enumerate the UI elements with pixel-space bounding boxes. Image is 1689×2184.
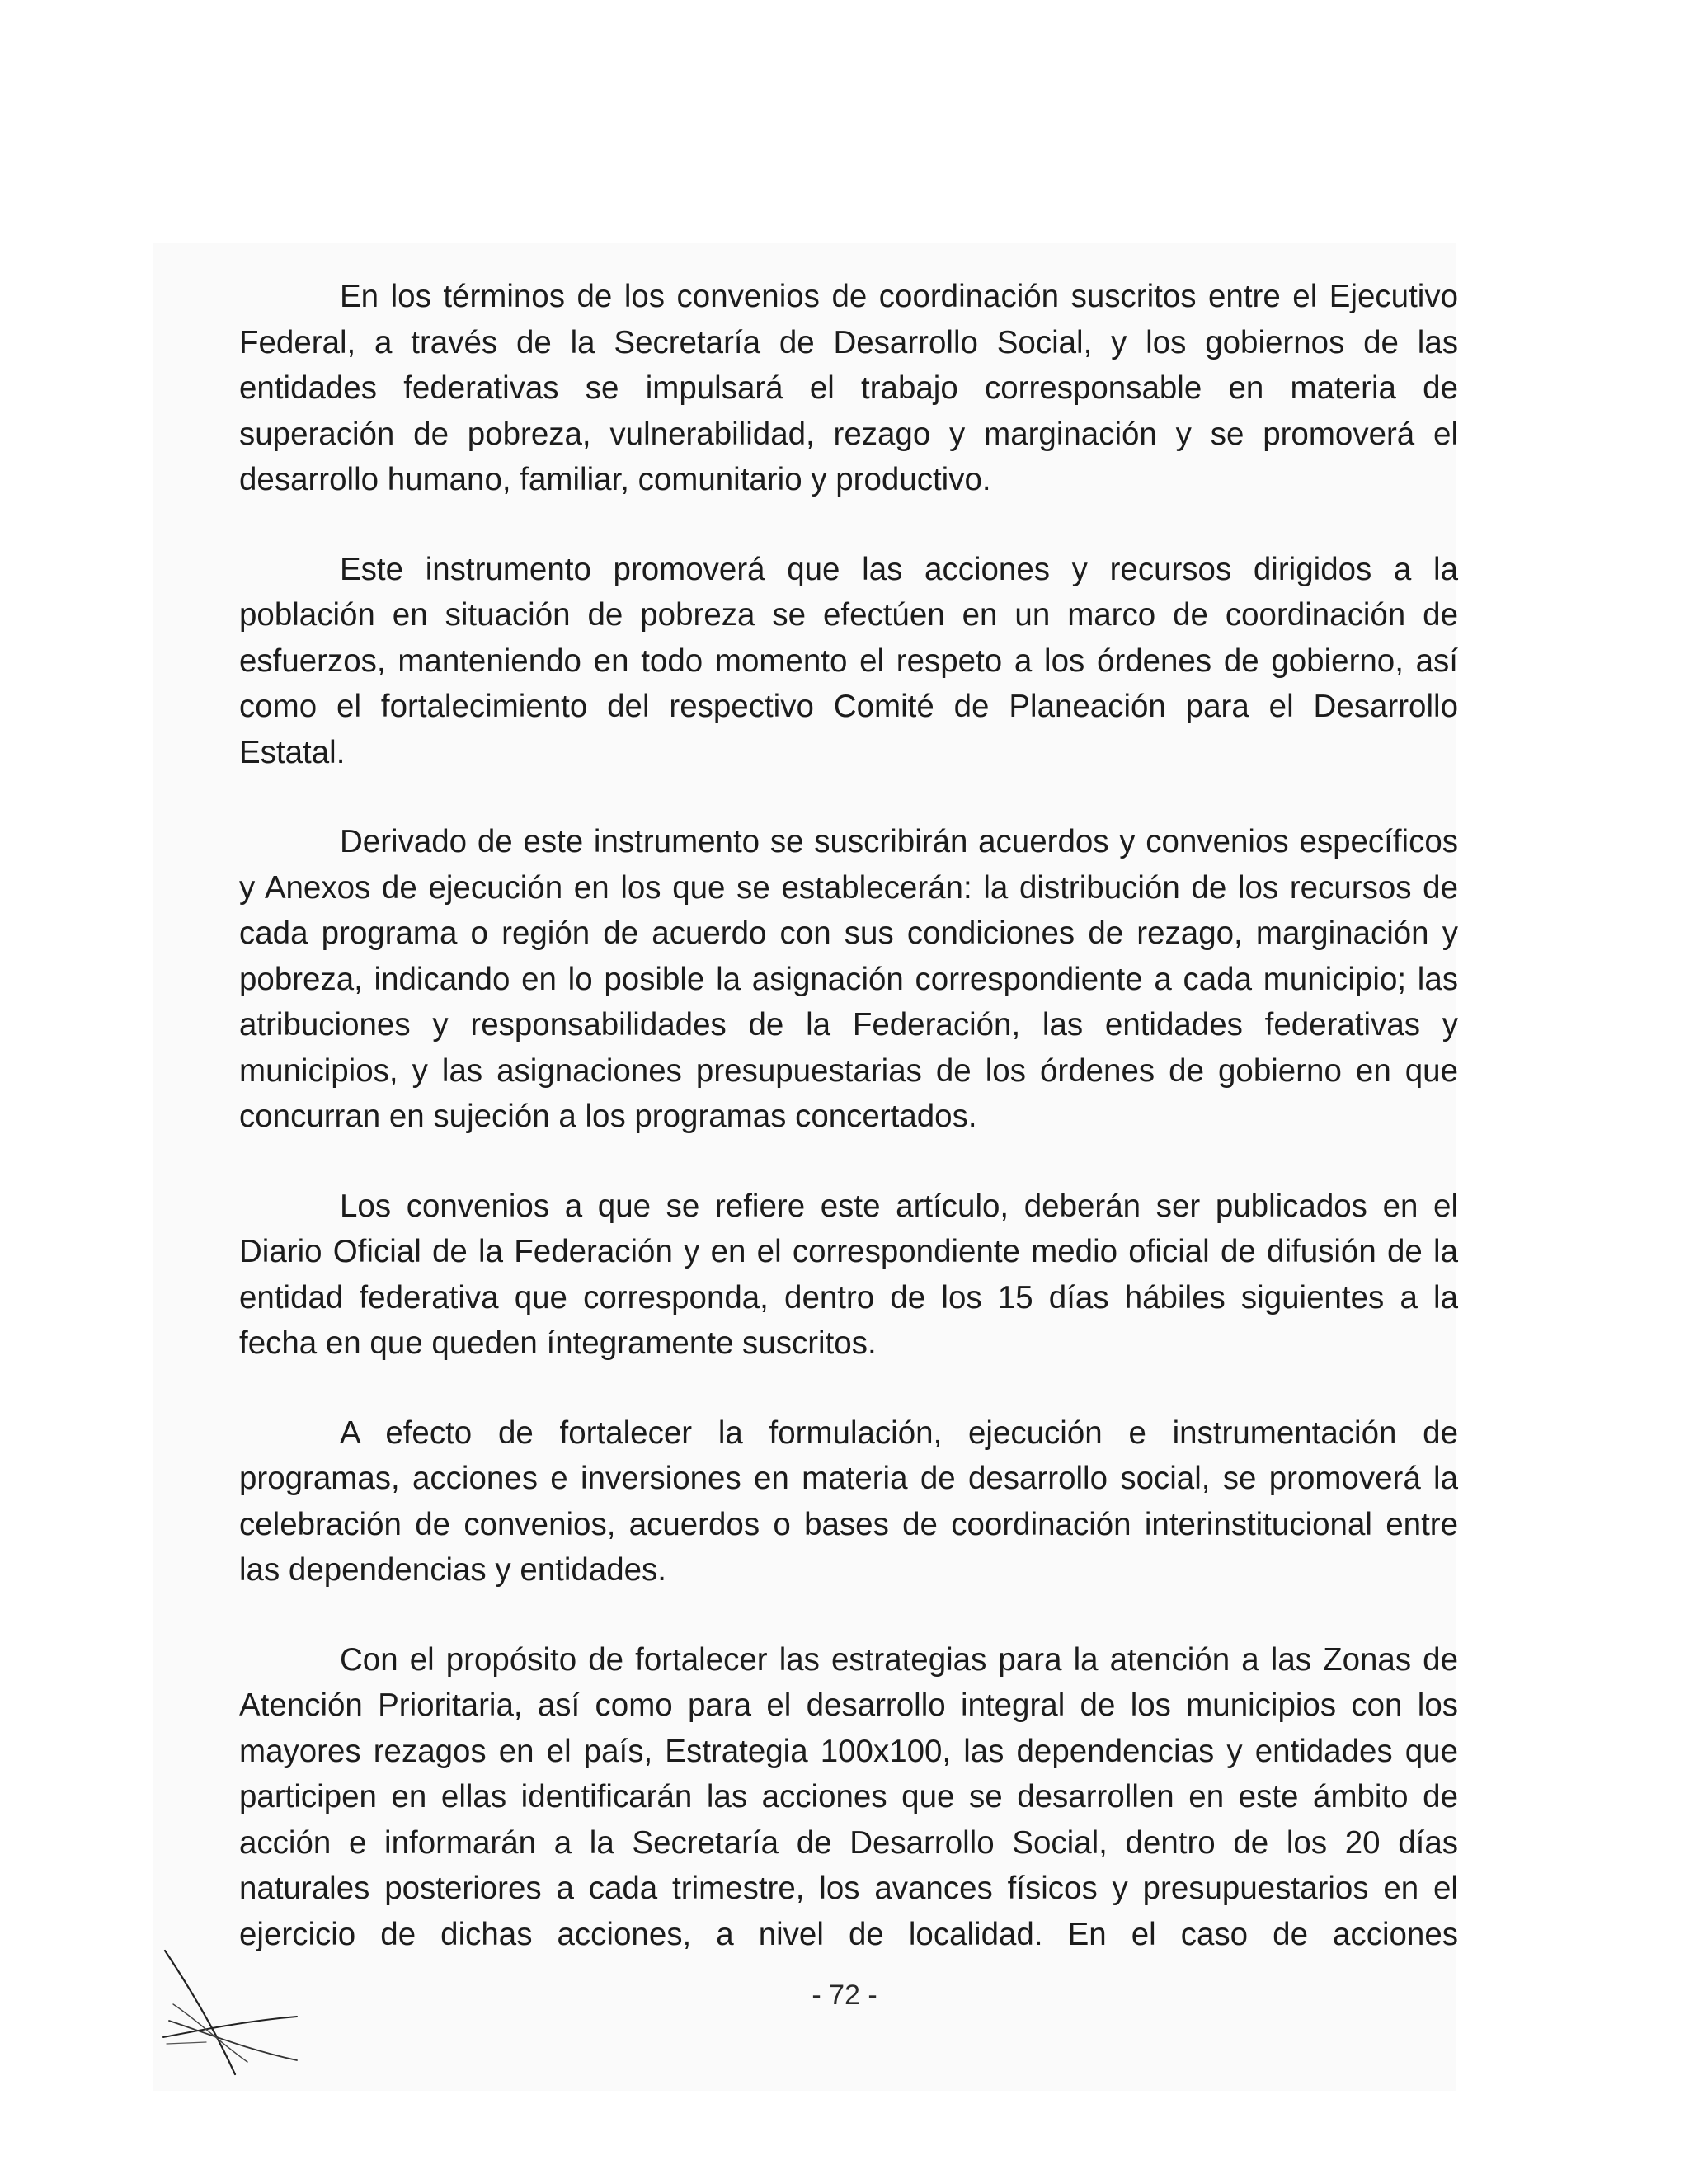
page-number: - 72 - — [812, 1979, 877, 2011]
paragraph-2: Este instrumento promoverá que las acciones y recursos dirigidos a la población en situación de pobreza se efectúen en un marco de coordinación de esfuerzos, manteniendo en todo momento el respeto a los órdenes de gobierno, así como el fortalecimiento del respectivo Comité de Planeación para el Desarrollo Estatal. — [239, 551, 1458, 770]
paragraph-6: Con el propósito de fortalecer las estrategias para la atención a las Zonas de Atención Prioritaria, así como para el desarrollo integral de los municipios con los mayores rezagos en el país, Estrategia 100x100, las dependencias y entidades que participen en ellas identificarán las acciones que se desarrollen en este ámbito de acción e informarán a la Secretaría de Desarrollo Social, dentro de los 20 días naturales posteriores a cada trimestre, los avances físicos y presupuestarios en el ejercicio de dichas acciones, a nivel de localidad. En el caso de acciones — [239, 1641, 1458, 1952]
document-body — [239, 274, 1458, 1957]
handwritten-signature — [157, 1938, 313, 2087]
paragraph-4: Los convenios a que se refiere este artículo, deberán ser publicados en el Diario Oficial de la Federación y en el correspondiente medio oficial de difusión de la entidad federativa que corresponda, dentro de los 15 días hábiles siguientes a la fecha en que queden íntegramente suscritos. — [239, 1188, 1458, 1361]
paragraph-3: Derivado de este instrumento se suscribirán acuerdos y convenios específicos y Anexos de ejecución en los que se establecerán: la distribución de los recursos de cada programa o región de acuerdo con sus condiciones de rezago, marginación y pobreza, indicando en lo posible la asignación correspondiente a cada municipio; las atribuciones y responsabilidades de la Federación, las entidades federativas y municipios, y las asignaciones presupuestarias de los órdenes de gobierno en que concurran en sujeción a los programas concertados. — [239, 824, 1458, 1134]
paragraph-1: En los términos de los convenios de coordinación suscritos entre el Ejecutivo Federal, a través de la Secretaría de Desarrollo Social, y los gobiernos de las entidades federativas se impulsará el trabajo corresponsable en materia de superación de pobreza, vulnerabilidad, rezago y marginación y se promoverá el desarrollo humano, familiar, comunitario y productivo. — [239, 279, 1458, 497]
paragraph-5: A efecto de fortalecer la formulación, ejecución e instrumentación de programas, acciones e inversiones en materia de desarrollo social, se promoverá la celebración de convenios, acuerdos o bases de coordinación interinstitucional entre las dependencias y entidades. — [239, 1414, 1458, 1588]
